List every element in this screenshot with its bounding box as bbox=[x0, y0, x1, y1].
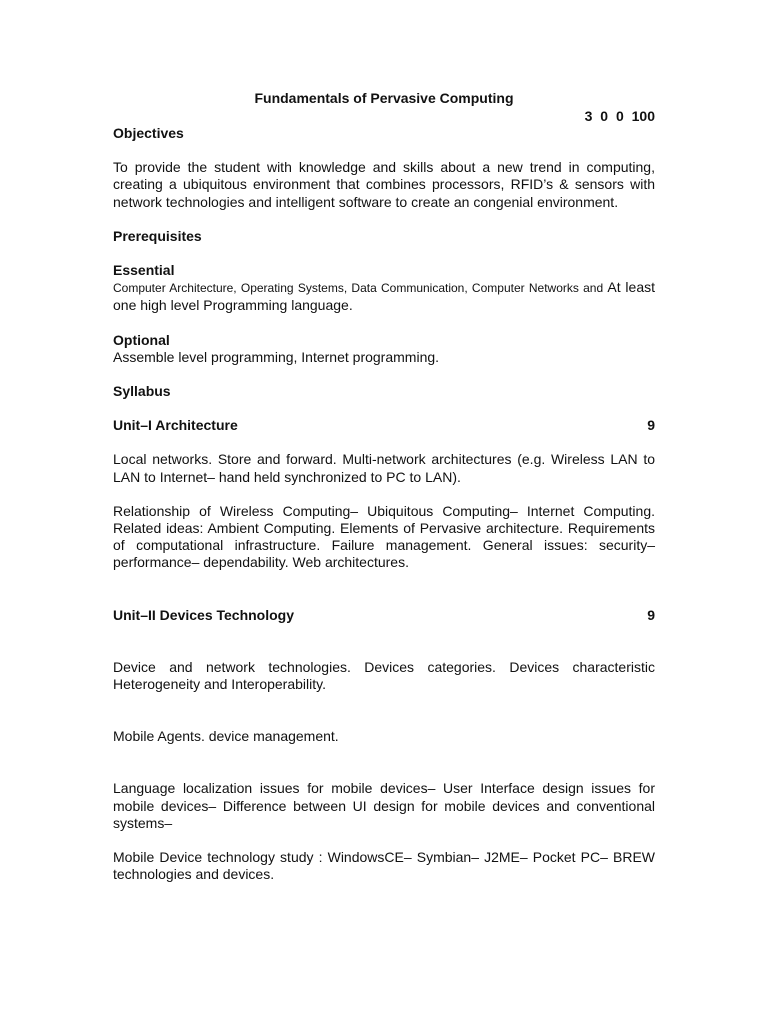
unit1-paragraph-1: Local networks. Store and forward. Multi-network architectures (e.g. Wireless LAN to LAN to Internet– hand held synchronized to PC to LAN). bbox=[113, 451, 655, 485]
unit1-paragraph-2: Relationship of Wireless Computing– Ubiquitous Computing– Internet Computing. Related ideas: Ambient Computing. Elements of Pervasive architecture. Requirements of computational infrastructure. Failure management. General issues: security– performance– dependability. Web architectures. bbox=[113, 502, 655, 571]
optional-text: Assemble level programming, Internet programming. bbox=[113, 348, 440, 365]
unit2-paragraph-1: Device and network technologies. Devices categories. Devices characteristic Heterogeneity and Interoperability. bbox=[113, 658, 655, 693]
prerequisites-heading: Prerequisites bbox=[113, 227, 202, 244]
unit1-title: Unit–I Architecture bbox=[113, 417, 238, 434]
document-page bbox=[113, 90, 655, 883]
unit2-paragraph-4: Mobile Device technology study : WindowsCE– Symbian– J2ME– Pocket PC– BREW technologies and devices. bbox=[113, 849, 655, 883]
essential-heading: Essential bbox=[113, 262, 175, 279]
unit1-heading-row bbox=[113, 417, 655, 434]
essential-text-rest: At least one high level Programming language. bbox=[113, 279, 655, 314]
unit2-hours: 9 bbox=[647, 606, 655, 623]
essential-text-small: Computer Architecture, Operating Systems, Data Communication, Computer Networks and bbox=[113, 281, 608, 296]
objectives-text: To provide the student with knowledge and skills about a new trend in computing, creating a ubiquitous environment that combines processors, RFID’s & sensors with network technologies and intelligent software to create an congenial environment. bbox=[113, 159, 655, 210]
unit2-heading-row bbox=[113, 607, 655, 624]
optional-heading: Optional bbox=[113, 331, 170, 348]
syllabus-heading: Syllabus bbox=[113, 383, 171, 400]
unit2-paragraph-3: Language localization issues for mobile devices– User Interface design issues for mobile devices– Difference between UI design for mobile devices and conventional systems– bbox=[113, 780, 655, 831]
objectives-heading: Objectives bbox=[113, 125, 184, 141]
unit2-paragraph-2: Mobile Agents. device management. bbox=[113, 728, 339, 745]
course-title: Fundamentals of Pervasive Computing bbox=[254, 90, 514, 106]
essential-text bbox=[113, 279, 655, 314]
unit2-title: Unit–II Devices Technology bbox=[113, 606, 295, 623]
unit1-hours: 9 bbox=[647, 417, 655, 434]
course-credits: 3 0 0 100 bbox=[584, 108, 655, 124]
